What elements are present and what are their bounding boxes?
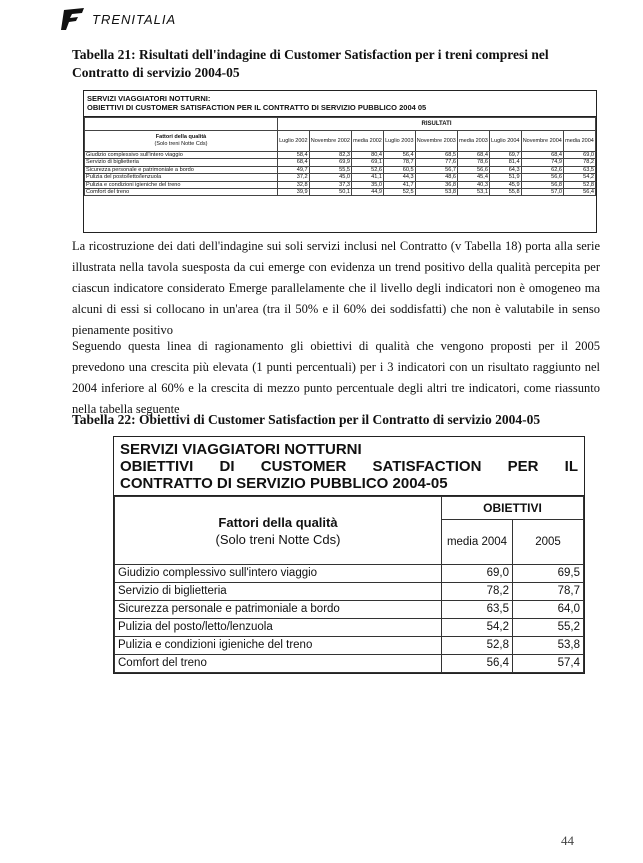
table22-row bbox=[115, 619, 584, 637]
table21-blank-corner bbox=[85, 118, 278, 131]
table22-row-label: Pulizia e condizioni igieniche del treno bbox=[115, 637, 442, 655]
table21-column-header: Luglio 2002 bbox=[278, 131, 310, 152]
table21-cell: 35,0 bbox=[352, 181, 384, 188]
table21-cell: 56,6 bbox=[458, 166, 490, 173]
table22-caption: Tabella 22: Obiettivi di Customer Satisfaction per il Contratto di servizio 2004-05 bbox=[72, 412, 541, 427]
table21-row bbox=[85, 189, 596, 196]
table22-row-label: Sicurezza personale e patrimoniale a bordo bbox=[115, 601, 442, 619]
table21-cell: 45,0 bbox=[309, 174, 351, 181]
trenitalia-logo bbox=[60, 6, 176, 32]
table21-factor-header bbox=[85, 131, 278, 152]
table21-cell: 54,2 bbox=[563, 174, 595, 181]
table21-cell: 78,7 bbox=[383, 159, 415, 166]
table21-cell: 37,3 bbox=[309, 181, 351, 188]
table22-row-label: Servizio di biglietteria bbox=[115, 583, 442, 601]
table21-cell: 52,6 bbox=[352, 166, 384, 173]
table21-cell: 50,1 bbox=[309, 189, 351, 196]
table21-cell: 56,6 bbox=[521, 174, 563, 181]
table21-cell: 55,8 bbox=[489, 189, 521, 196]
table21-row bbox=[85, 159, 596, 166]
table21-cell: 48,6 bbox=[415, 174, 457, 181]
table21-cell: 41,1 bbox=[352, 174, 384, 181]
trenitalia-logo-icon bbox=[60, 6, 86, 32]
table22-row bbox=[115, 601, 584, 619]
table21-cell: 37,2 bbox=[278, 174, 310, 181]
table21-title-line1: SERVIZI VIAGGIATORI NOTTURNI: bbox=[87, 94, 211, 103]
table21-column-header: Luglio 2004 bbox=[489, 131, 521, 152]
table22-col-media2004: media 2004 bbox=[442, 520, 513, 565]
table21-caption: Tabella 21: Risultati dell'indagine di Customer Satisfaction per i treni compresi nel Contratto di servizio 2004-05 bbox=[72, 47, 549, 80]
table21-title-line2: OBIETTIVI DI CUSTOMER SATISFACTION PER IL CONTRATTO DI SERVIZIO PUBBLICO 2004 05 bbox=[87, 103, 427, 112]
table21-cell: 62,6 bbox=[521, 166, 563, 173]
logo-text: TRENITALIA bbox=[92, 11, 177, 27]
table21-cell: 56,8 bbox=[521, 181, 563, 188]
table21-cell: 45,4 bbox=[458, 174, 490, 181]
table21-column-header: media 2003 bbox=[458, 131, 490, 152]
table22-title-line3 bbox=[120, 475, 578, 492]
table21-cell: 68,5 bbox=[415, 152, 457, 159]
table21-cell: 68,4 bbox=[278, 159, 310, 166]
table22-title-word: IL bbox=[564, 458, 578, 475]
table22-header bbox=[114, 437, 584, 496]
table21-factor-head2: (Solo treni Notte Cds) bbox=[154, 141, 208, 147]
table22-2005-cell: 64,0 bbox=[513, 601, 584, 619]
table21-grid bbox=[84, 117, 596, 196]
table22-obiettivi-header: OBIETTIVI bbox=[442, 497, 584, 520]
table22-row-label: Comfort del treno bbox=[115, 655, 442, 673]
table22-factor-head2: (Solo treni Notte Cds) bbox=[215, 531, 341, 547]
table21-cell: 82,3 bbox=[309, 152, 351, 159]
table21-cell: 68,4 bbox=[521, 152, 563, 159]
table21-cell: 53,8 bbox=[415, 189, 457, 196]
table22 bbox=[113, 436, 585, 674]
table21-cell: 49,7 bbox=[278, 166, 310, 173]
table21-cell: 58,4 bbox=[278, 152, 310, 159]
table22-media2004-cell: 63,5 bbox=[442, 601, 513, 619]
table22-title-line1 bbox=[120, 441, 578, 458]
table22-row-label: Pulizia del posto/letto/lenzuola bbox=[115, 619, 442, 637]
table21-cell: 44,9 bbox=[352, 189, 384, 196]
table21-cell: 44,3 bbox=[383, 174, 415, 181]
table22-factor-head1: Fattori della qualità bbox=[218, 514, 338, 530]
table21-row bbox=[85, 174, 596, 181]
table21-risultati-header: RISULTATI bbox=[278, 118, 596, 131]
table21-cell: 39,9 bbox=[278, 189, 310, 196]
table22-2005-cell: 69,5 bbox=[513, 565, 584, 583]
table22-title-line3-text: CONTRATTO DI SERVIZIO PUBBLICO 2004-05 bbox=[120, 475, 448, 492]
table22-2005-cell: 55,2 bbox=[513, 619, 584, 637]
table21-row-label: Pulizia del posto/letto/lenzuola bbox=[85, 174, 278, 181]
table21-cell: 78,2 bbox=[563, 159, 595, 166]
table21-cell: 69,7 bbox=[489, 152, 521, 159]
table22-factor-header bbox=[115, 497, 442, 565]
table22-title-word: OBIETTIVI bbox=[120, 458, 194, 475]
table22-2005-cell: 57,4 bbox=[513, 655, 584, 673]
table21-row-label: Sicurezza personale e patrimoniale a bordo bbox=[85, 166, 278, 173]
table21-column-header: Novembre 2004 bbox=[521, 131, 563, 152]
table21-cell: 74,9 bbox=[521, 159, 563, 166]
table21-cell: 69,9 bbox=[309, 159, 351, 166]
table21-cell: 56,7 bbox=[415, 166, 457, 173]
table22-media2004-cell: 52,8 bbox=[442, 637, 513, 655]
table21-cell: 69,1 bbox=[352, 159, 384, 166]
table22-title-line1-text: SERVIZI VIAGGIATORI NOTTURNI bbox=[120, 441, 362, 458]
table21-cell: 81,4 bbox=[489, 159, 521, 166]
table22-2005-cell: 53,8 bbox=[513, 637, 584, 655]
table21-row-label: Servizio di biglietteria bbox=[85, 159, 278, 166]
table21-cell: 77,6 bbox=[415, 159, 457, 166]
table22-title-word: PER bbox=[507, 458, 539, 475]
table21-cell: 41,7 bbox=[383, 181, 415, 188]
table21-cell: 78,6 bbox=[458, 159, 490, 166]
table22-title-word: CUSTOMER bbox=[260, 458, 347, 475]
table22-media2004-cell: 56,4 bbox=[442, 655, 513, 673]
table21-cell: 52,8 bbox=[563, 181, 595, 188]
table21-cell: 32,8 bbox=[278, 181, 310, 188]
table22-2005-cell: 78,7 bbox=[513, 583, 584, 601]
table21-row bbox=[85, 181, 596, 188]
table21-cell: 40,3 bbox=[458, 181, 490, 188]
table22-media2004-cell: 54,2 bbox=[442, 619, 513, 637]
table21-cell: 56,4 bbox=[383, 152, 415, 159]
table21-column-header: media 2002 bbox=[352, 131, 384, 152]
table21-cell: 68,4 bbox=[458, 152, 490, 159]
table22-title-word: DI bbox=[219, 458, 235, 475]
table22-row bbox=[115, 637, 584, 655]
table21-cell: 60,5 bbox=[383, 166, 415, 173]
table21-cell: 80,4 bbox=[352, 152, 384, 159]
table21-cell: 52,5 bbox=[383, 189, 415, 196]
table21-row-label: Pulizia e condizioni igieniche del treno bbox=[85, 181, 278, 188]
table22-col-2005: 2005 bbox=[513, 520, 584, 565]
table21-cell: 56,4 bbox=[563, 189, 595, 196]
table22-row-label: Giudizio complessivo sull'intero viaggio bbox=[115, 565, 442, 583]
table21-cell: 51,9 bbox=[489, 174, 521, 181]
table21-row-label: Giudizio complessivo sull'intero viaggio bbox=[85, 152, 278, 159]
table21-cell: 55,5 bbox=[309, 166, 351, 173]
table21-row bbox=[85, 152, 596, 159]
table22-media2004-cell: 69,0 bbox=[442, 565, 513, 583]
table21-column-header: Novembre 2003 bbox=[415, 131, 457, 152]
table21-cell: 53,1 bbox=[458, 189, 490, 196]
table21-cell: 45,9 bbox=[489, 181, 521, 188]
table22-row bbox=[115, 565, 584, 583]
table21-column-header: Luglio 2003 bbox=[383, 131, 415, 152]
table21-row-label: Comfort del treno bbox=[85, 189, 278, 196]
table22-grid bbox=[114, 496, 584, 673]
table22-title-line2 bbox=[120, 458, 578, 475]
table21-cell: 63,5 bbox=[563, 166, 595, 173]
table21-row bbox=[85, 166, 596, 173]
table21-column-header: Novembre 2002 bbox=[309, 131, 351, 152]
paragraph-1: La ricostruzione dei dati dell'indagine sui soli servizi inclusi nel Contratto (v Tabella 18) porta alla serie illustrata nella tavola suesposta da cui emerge con evidenza un trend positivo della qualità percepita per ciascun indicatore considerato Emerge parallelamente che il livello degli indicatori non è omogeneo ma alcuni di essi si collocano in un'area (tra il 50% e il 60% dei soddisfatti) che non è valutabile in senso pienamente positivo bbox=[72, 239, 600, 337]
table22-row bbox=[115, 583, 584, 601]
table21-cell: 69,0 bbox=[563, 152, 595, 159]
paragraph-2: Seguendo questa linea di ragionamento gli obiettivi di qualità che vengono proposti per il 2005 prevedono una crescita più elevata (1 punti percentuali) per i 3 indicatori con un risultato raggiunto nel 2004 inferiore al 60% e la crescita di mezzo punto percentuale degli altri tre indicatori, come riassunto nella tabella seguente bbox=[72, 339, 600, 416]
table21 bbox=[83, 90, 597, 233]
table21-cell: 57,0 bbox=[521, 189, 563, 196]
table22-row bbox=[115, 655, 584, 673]
table21-header bbox=[84, 91, 596, 117]
table21-cell: 64,3 bbox=[489, 166, 521, 173]
table21-column-header: media 2004 bbox=[563, 131, 595, 152]
table22-media2004-cell: 78,2 bbox=[442, 583, 513, 601]
table22-title-word: SATISFACTION bbox=[372, 458, 482, 475]
table21-cell: 36,8 bbox=[415, 181, 457, 188]
table21-factor-head1: Fattori della qualità bbox=[155, 134, 207, 140]
page-number: 44 bbox=[561, 833, 574, 848]
